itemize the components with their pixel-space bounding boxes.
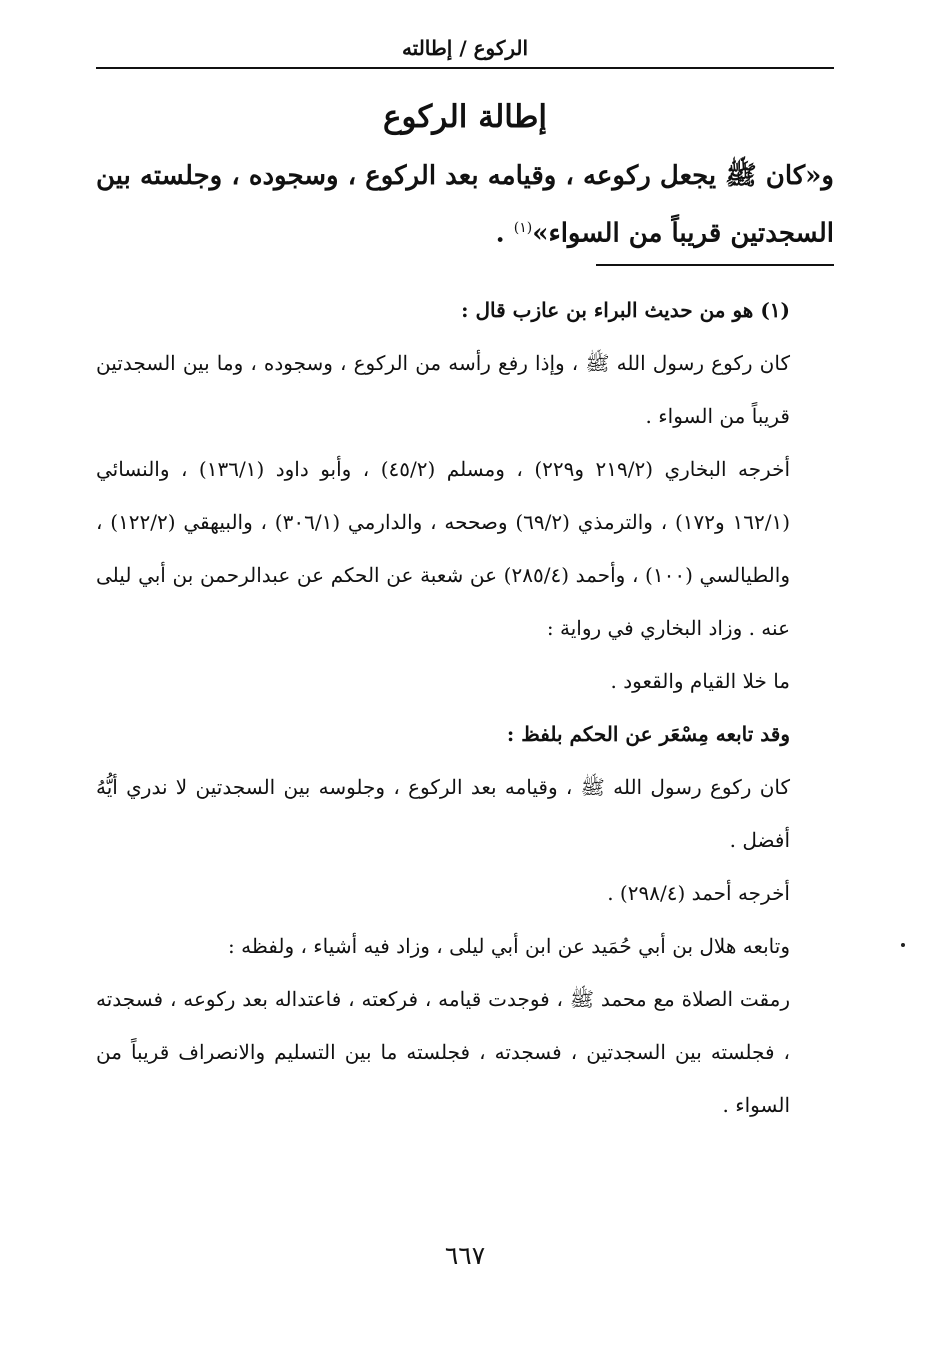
book-page bbox=[96, 0, 834, 1347]
footnote-paragraph: وقد تابعه مِسْعَر عن الحكم بلفظ : bbox=[506, 722, 790, 746]
footnote-paragraph: أخرجه البخاري (٢١٩/٢ و٢٢٩) ، ومسلم (٤٥/٢) ، وأبو داود (١٣٦/١) ، والنسائي (١٦٢/١ و١٧٢) ، والترمذي (٦٩/٢) وصححه ، والدارمي (٣٠٦/١) ، والبيهقي (١٢٢/٢) ، والطيالسي (١٠٠) ، وأحمد (٢٨٥/٤) عن شعبة عن الحكم عن عبدالرحمن بن أبي ليلى عنه . وزاد البخاري في رواية : bbox=[96, 457, 791, 640]
footnote-paragraph: كان ركوع رسول الله ﷺ ، وإذا رفع رأسه من الركوع ، وسجوده ، وما بين السجدتين قريباً من السواء . bbox=[96, 351, 790, 428]
footnote-intro: (١) هو من حديث البراء بن عازب قال : bbox=[461, 298, 790, 322]
page-number: ٦٦٧ bbox=[444, 1241, 486, 1270]
main-text bbox=[96, 150, 834, 260]
footnote-paragraph: ما خلا القيام والقعود . bbox=[610, 669, 790, 693]
footnote-rule bbox=[596, 264, 834, 266]
footnote-reference: (١) bbox=[513, 220, 533, 236]
footnote-paragraph: كان ركوع رسول الله ﷺ ، وقيامه بعد الركوع ، وجلوسه بين السجدتين لا ندري أيُّهُ أفضل . bbox=[96, 775, 790, 852]
footnote-paragraph: وتابعه هلال بن أبي حُمَيد عن ابن أبي ليلى ، وزاد فيه أشياء ، ولفظه : bbox=[228, 934, 790, 958]
footnote-paragraph: أخرجه أحمد (٢٩٨/٤) . bbox=[607, 881, 790, 905]
scan-speck bbox=[901, 943, 905, 947]
section-title: إطالة الركوع bbox=[382, 99, 548, 135]
main-text-end: . bbox=[495, 218, 514, 249]
header-rule bbox=[96, 67, 834, 69]
running-header: الركوع / إطالته bbox=[401, 36, 529, 60]
footnote-paragraph: رمقت الصلاة مع محمد ﷺ ، فوجدت قيامه ، فركعته ، فاعتداله بعد ركوعه ، فسجدته ، فجلسته بين السجدتين ، فسجدته ، فجلسته ما بين التسليم والانصراف قريباً من السواء . bbox=[96, 987, 790, 1117]
footnotes bbox=[96, 284, 834, 1132]
main-text-body: و«كان ﷺ يجعل ركوعه ، وقيامه بعد الركوع ، وسجوده ، وجلسته بين السجدتين قريباً من السواء» bbox=[96, 161, 834, 249]
